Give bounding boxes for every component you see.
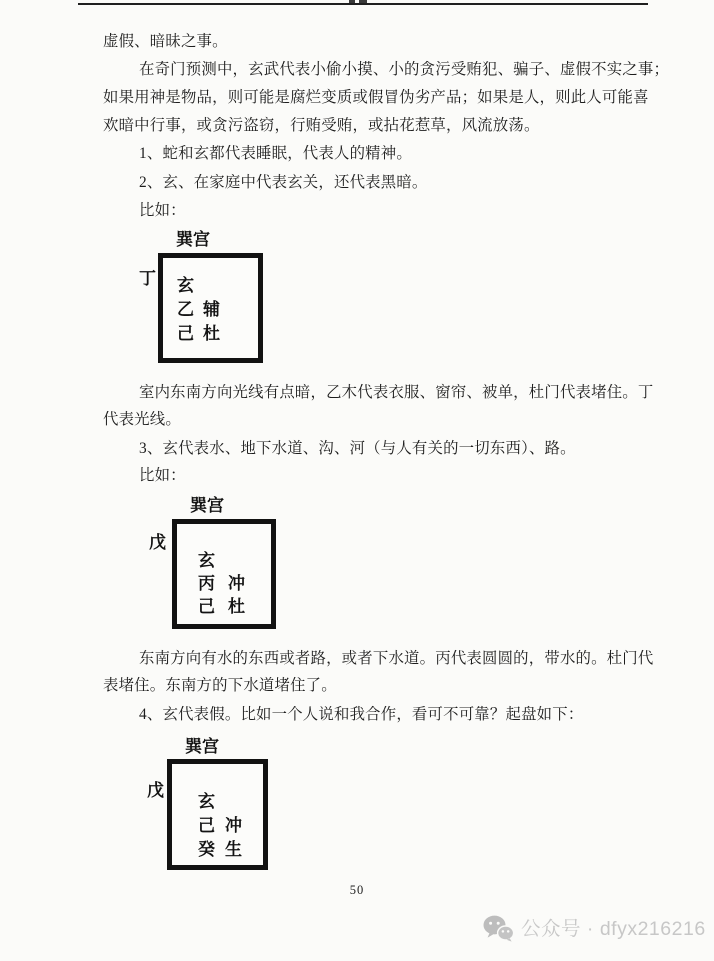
diagram-cell: 杜 <box>203 324 220 343</box>
stem-label: 戊 <box>149 533 166 552</box>
diagram-cell: 生 <box>225 840 242 859</box>
text-line: 虚假、暗昧之事。 <box>103 33 228 50</box>
text-line: 如果用神是物品，则可能是腐烂变质或假冒伪劣产品；如果是人，则此人可能喜 <box>103 89 649 106</box>
diagram-cell: 冲 <box>225 816 242 835</box>
diagram-cell: 丙 <box>198 574 215 593</box>
palace-label: 巽宫 <box>190 496 224 515</box>
diagram-cell: 杜 <box>228 597 245 616</box>
text-line: 表堵住。东南方的下水道堵住了。 <box>103 677 337 694</box>
stem-label: 戊 <box>147 781 164 800</box>
qimen-palace-box <box>167 759 268 870</box>
text-line: 在奇门预测中，玄武代表小偷小摸、小的贪污受贿犯、骗子、虚假不实之事； <box>139 61 670 78</box>
text-line: 1、蛇和玄都代表睡眠，代表人的精神。 <box>139 145 412 162</box>
wechat-icon <box>483 915 514 942</box>
watermark-label: 公众号 · dfyx216216 <box>521 917 706 940</box>
text-line: 比如： <box>139 467 186 484</box>
page-number: 50 <box>349 883 365 897</box>
diagram-cell: 癸 <box>198 840 215 859</box>
wechat-watermark <box>483 915 706 942</box>
header-text-fragment <box>349 0 355 3</box>
text-line: 2、玄、在家庭中代表玄关，还代表黑暗。 <box>139 174 428 191</box>
text-line: 代表光线。 <box>103 411 181 428</box>
qimen-palace-box <box>172 519 276 629</box>
text-line: 3、玄代表水、地下水道、沟、河（与人有关的一切东西）、路。 <box>139 440 576 457</box>
diagram-cell: 乙 <box>177 300 194 319</box>
stem-label: 丁 <box>139 269 156 288</box>
qimen-palace-box <box>158 253 263 363</box>
diagram-cell: 辅 <box>203 300 220 319</box>
palace-label: 巽宫 <box>176 230 210 249</box>
diagram-cell: 己 <box>198 597 215 616</box>
diagram-cell: 冲 <box>228 574 245 593</box>
diagram-cell: 己 <box>177 324 194 343</box>
text-line: 欢暗中行事，或贪污盗窃，行贿受贿，或拈花惹草，风流放荡。 <box>103 117 540 134</box>
diagram-cell: 玄 <box>177 276 194 295</box>
header-text-fragment <box>359 0 367 3</box>
text-line: 东南方向有水的东西或者路，或者下水道。丙代表圆圆的，带水的。杜门代 <box>139 650 654 667</box>
diagram-cell: 玄 <box>198 551 215 570</box>
diagram-cell: 玄 <box>198 792 215 811</box>
text-line: 室内东南方向光线有点暗，乙木代表衣服、窗帘、被单，杜门代表堵住。丁 <box>139 384 654 401</box>
text-line: 比如： <box>139 202 186 219</box>
text-line: 4、玄代表假。比如一个人说和我合作，看可不可靠？起盘如下： <box>139 706 584 723</box>
diagram-cell: 己 <box>198 816 215 835</box>
palace-label: 巽宫 <box>185 737 219 756</box>
header-rule <box>78 3 648 5</box>
